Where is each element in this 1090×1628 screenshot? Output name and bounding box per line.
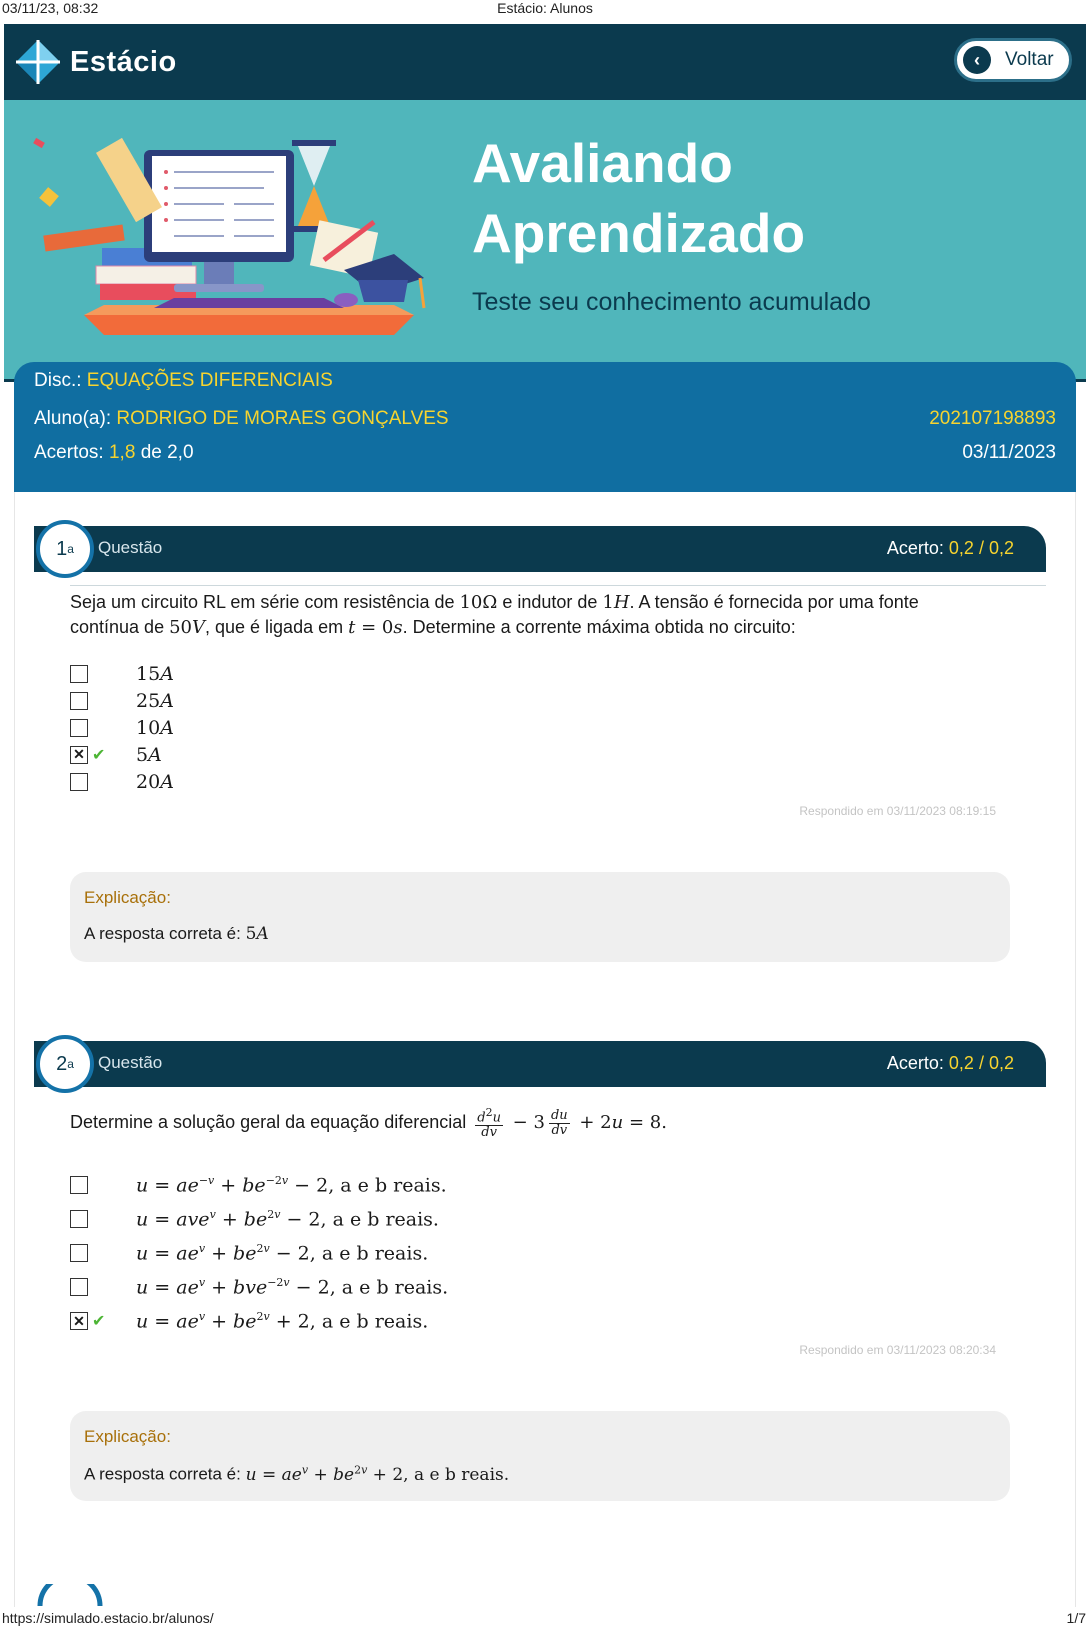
- acerto-label: Acerto:: [886, 1053, 944, 1073]
- discipline-value: EQUAÇÕES DIFERENCIAIS: [86, 370, 333, 391]
- option-value: 5A: [136, 743, 162, 766]
- option-checkbox[interactable]: [70, 692, 88, 710]
- question-number: 2: [56, 1052, 68, 1075]
- x-box-icon[interactable]: ✕: [70, 746, 88, 764]
- option-c: [70, 1236, 429, 1270]
- option-checkbox[interactable]: [70, 1278, 88, 1296]
- banner-title-line2: Aprendizado: [472, 202, 806, 264]
- question-2-options: [70, 1168, 449, 1338]
- print-header: [0, 0, 1090, 22]
- option-value: $u = ae^{-v} + be^{-2v} - 2$, a e b reais.: [136, 1173, 447, 1197]
- option-a: [70, 660, 174, 687]
- explanation-text: A resposta correta é: 5A: [84, 924, 269, 944]
- question-label: Questão: [98, 538, 163, 557]
- option-d: [70, 1270, 449, 1304]
- checkmark-icon: ✔: [92, 1313, 106, 1330]
- answered-timestamp: Respondido em 03/11/2023 08:20:34: [799, 1343, 996, 1357]
- banner-title-line1: Avaliando: [472, 132, 733, 194]
- option-a: [70, 1168, 447, 1202]
- back-button[interactable]: [954, 38, 1072, 82]
- student-label: Aluno(a):: [34, 408, 112, 429]
- question-1-badge: [28, 512, 102, 586]
- option-checkbox[interactable]: [70, 773, 88, 791]
- discipline-row: [34, 370, 333, 392]
- hero-banner: [4, 100, 1086, 382]
- acerto-label: Acerto:: [886, 538, 944, 558]
- option-b: [70, 1202, 439, 1236]
- study-illustration: [24, 130, 464, 350]
- acerto-total: / 0,2: [978, 1053, 1014, 1073]
- question-1-text: Seja um circuito RL em série com resistência de 10Ω e indutor de 1H. A tensão é fornecida por uma fonte contínua de 50V, que é ligada em t = 0s. Determine a corrente máxima obtida no circuito:: [70, 592, 919, 638]
- student-row: [34, 408, 449, 430]
- option-c: [70, 714, 174, 741]
- option-value: $u = ae^v + be^{2v} + 2$, a e b reais.: [136, 1309, 429, 1333]
- chevron-left-icon: ‹: [963, 46, 991, 74]
- estacio-logo[interactable]: [14, 38, 177, 86]
- exam-info-panel: [14, 362, 1076, 492]
- student-name: RODRIGO DE MORAES GONÇALVES: [116, 408, 449, 429]
- option-value: 15A: [136, 662, 174, 685]
- option-value: 10A: [136, 716, 174, 739]
- option-e: [70, 1304, 429, 1338]
- option-value: $u = ae^v + be^{2v} - 2$, a e b reais.: [136, 1241, 429, 1265]
- score-total: de 2,0: [140, 442, 194, 463]
- print-page-number: 1/7: [1066, 1610, 1086, 1626]
- option-checkbox[interactable]: [70, 719, 88, 737]
- question-number-suffix: a: [67, 542, 74, 556]
- print-title: Estácio: Alunos: [497, 0, 593, 16]
- print-footer: [0, 1606, 1090, 1628]
- explanation-box: [70, 1411, 1010, 1501]
- banner-subtitle: Teste seu conhecimento acumulado: [472, 288, 871, 316]
- print-url: https://simulado.estacio.br/alunos/: [2, 1610, 214, 1626]
- option-checkbox[interactable]: [70, 1244, 88, 1262]
- student-id: 202107198893: [929, 408, 1056, 429]
- option-value: $u = ave^v + be^{2v} - 2$, a e b reais.: [136, 1207, 439, 1231]
- logo-text: Estácio: [70, 45, 177, 78]
- acerto-total: / 0,2: [978, 538, 1014, 558]
- question-3-badge-partial: [36, 1584, 106, 1606]
- back-button-label: Voltar: [1005, 49, 1054, 70]
- option-checkbox[interactable]: [70, 1176, 88, 1194]
- question-2-text: Determine a solução geral da equação diferencial $\frac{d^2u}{dv}$ − 3 $\frac{du}{dv}$ + 2u = 8.: [70, 1106, 667, 1141]
- option-value: 20A: [136, 770, 174, 793]
- print-datetime: 03/11/23, 08:32: [2, 0, 99, 16]
- score-value: 1,8: [108, 442, 136, 463]
- explanation-text: A resposta correta é: $u = ae^v + be^{2v} + 2$, a e b reais.: [84, 1463, 510, 1485]
- checkmark-icon: ✔: [92, 746, 106, 764]
- acerto-value: 0,2: [948, 1053, 974, 1073]
- option-b: [70, 687, 174, 714]
- option-d: [70, 741, 162, 768]
- estacio-logo-icon: [14, 38, 62, 86]
- question-1-header: [34, 526, 1046, 572]
- question-1-options: [70, 660, 174, 795]
- question-2-header: [34, 1041, 1046, 1087]
- question-number: 1: [56, 537, 68, 560]
- acerto-value: 0,2: [948, 538, 974, 558]
- explanation-title: Explicação:: [84, 888, 171, 907]
- option-checkbox[interactable]: [70, 1210, 88, 1228]
- option-e: [70, 768, 174, 795]
- question-score: [887, 1053, 1014, 1074]
- option-value: 25A: [136, 689, 174, 712]
- score-row: [34, 442, 194, 464]
- exam-date: 03/11/2023: [962, 442, 1056, 463]
- explanation-box: [70, 872, 1010, 962]
- top-bar: [4, 24, 1086, 100]
- answered-timestamp: Respondido em 03/11/2023 08:19:15: [799, 804, 996, 818]
- question-label: Questão: [98, 1053, 163, 1072]
- option-value: $u = ae^v + bve^{-2v} - 2$, a e b reais.: [136, 1275, 449, 1299]
- option-checkbox[interactable]: [70, 665, 88, 683]
- score-label: Acertos:: [34, 442, 104, 463]
- discipline-label: Disc.:: [34, 370, 82, 391]
- divider: [70, 585, 1046, 586]
- question-number-suffix: a: [67, 1057, 74, 1071]
- banner-title: [472, 128, 805, 268]
- question-score: [887, 538, 1014, 559]
- x-box-icon[interactable]: ✕: [70, 1312, 88, 1330]
- explanation-title: Explicação:: [84, 1427, 171, 1446]
- question-2-badge: [28, 1027, 102, 1101]
